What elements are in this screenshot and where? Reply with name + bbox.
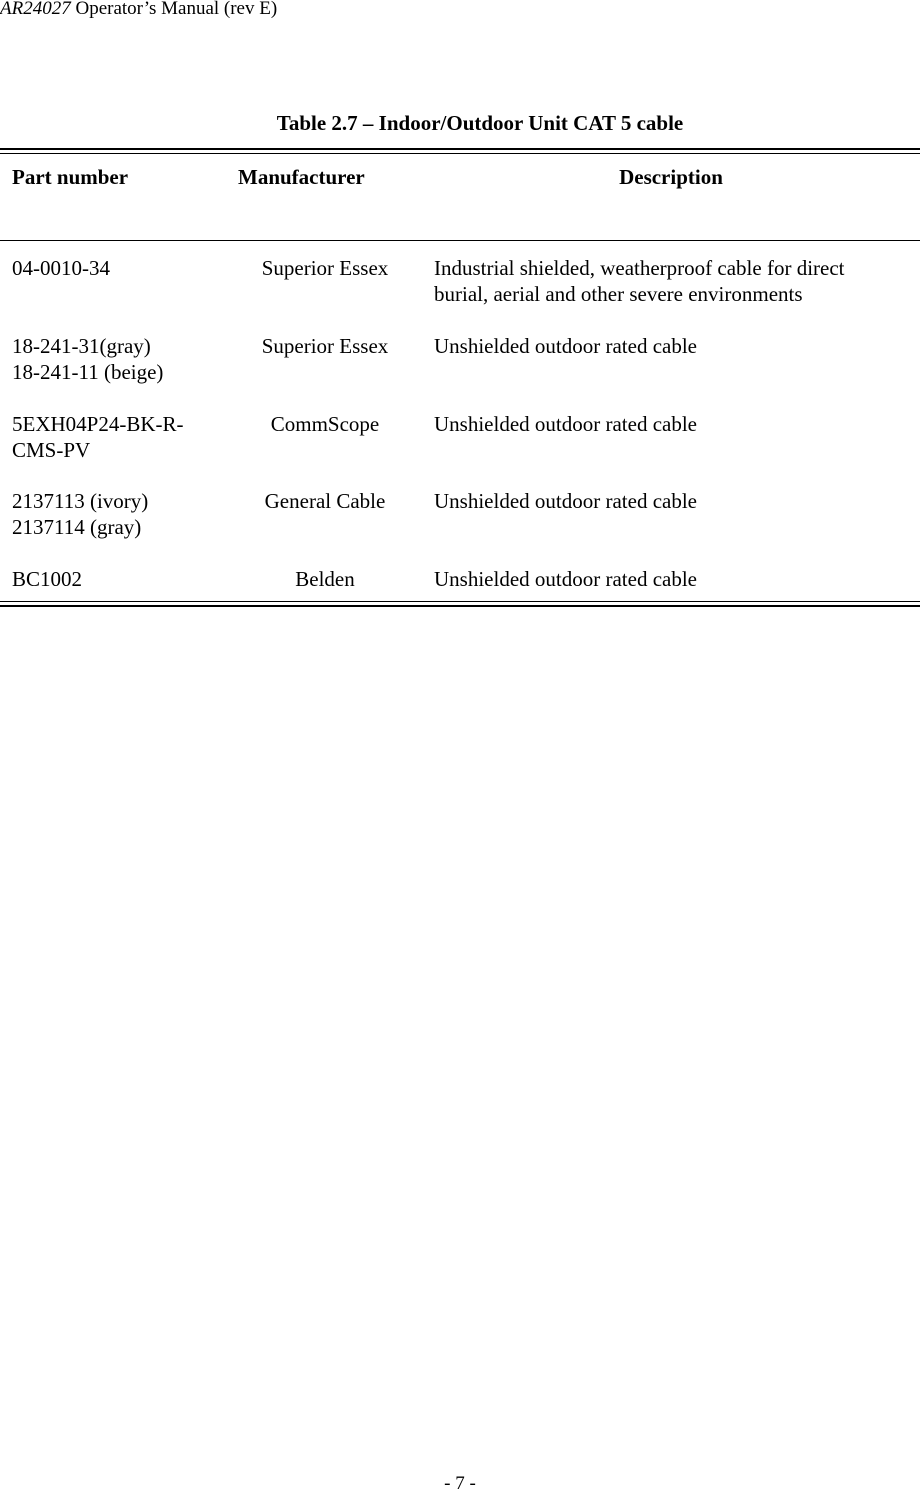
column-header-description: Description (619, 165, 723, 189)
manufacturer-cell: Superior Essex (261, 256, 389, 280)
table-bottom-rule-inner (0, 601, 920, 602)
manual-title: Operator’s Manual (rev E) (70, 0, 278, 19)
description-cell: Unshielded outdoor rated cable (434, 334, 697, 358)
table-top-rule-inner (0, 153, 920, 154)
part-number-cell-line-2: 18-241-11 (beige) (12, 360, 164, 384)
part-number-cell-line-1: 5EXH04P24-BK-R- (12, 412, 184, 436)
description-cell-line-2: burial, aerial and other severe environments (434, 282, 803, 306)
description-cell: Unshielded outdoor rated cable (434, 567, 697, 591)
running-header (0, 0, 277, 21)
table-title: Table 2.7 – Indoor/Outdoor Unit CAT 5 cable (276, 111, 684, 135)
table-top-rule (0, 148, 920, 150)
table-bottom-rule (0, 605, 920, 607)
column-header-part-number: Part number (12, 165, 129, 189)
column-header-manufacturer: Manufacturer (238, 165, 365, 189)
manufacturer-cell: General Cable (264, 489, 386, 513)
manufacturer-cell: Belden (295, 567, 355, 591)
description-cell: Unshielded outdoor rated cable (434, 489, 697, 513)
part-number-cell-line-1: 2137113 (ivory) (12, 489, 149, 513)
manufacturer-cell: CommScope (270, 412, 380, 436)
manufacturer-cell: Superior Essex (261, 334, 389, 358)
description-cell-line-1: Industrial shielded, weatherproof cable for direct (434, 256, 845, 280)
table-header-rule (0, 240, 920, 241)
part-number-cell-line-2: 2137114 (gray) (12, 515, 142, 539)
page-number: - 7 - (444, 1473, 476, 1494)
part-number-cell: 04-0010-34 (12, 256, 110, 280)
part-number-cell-line-2: CMS-PV (12, 438, 91, 462)
description-cell: Unshielded outdoor rated cable (434, 412, 697, 436)
document-code: AR24027 (0, 0, 71, 19)
part-number-cell: BC1002 (12, 567, 83, 591)
part-number-cell-line-1: 18-241-31(gray) (12, 334, 151, 358)
